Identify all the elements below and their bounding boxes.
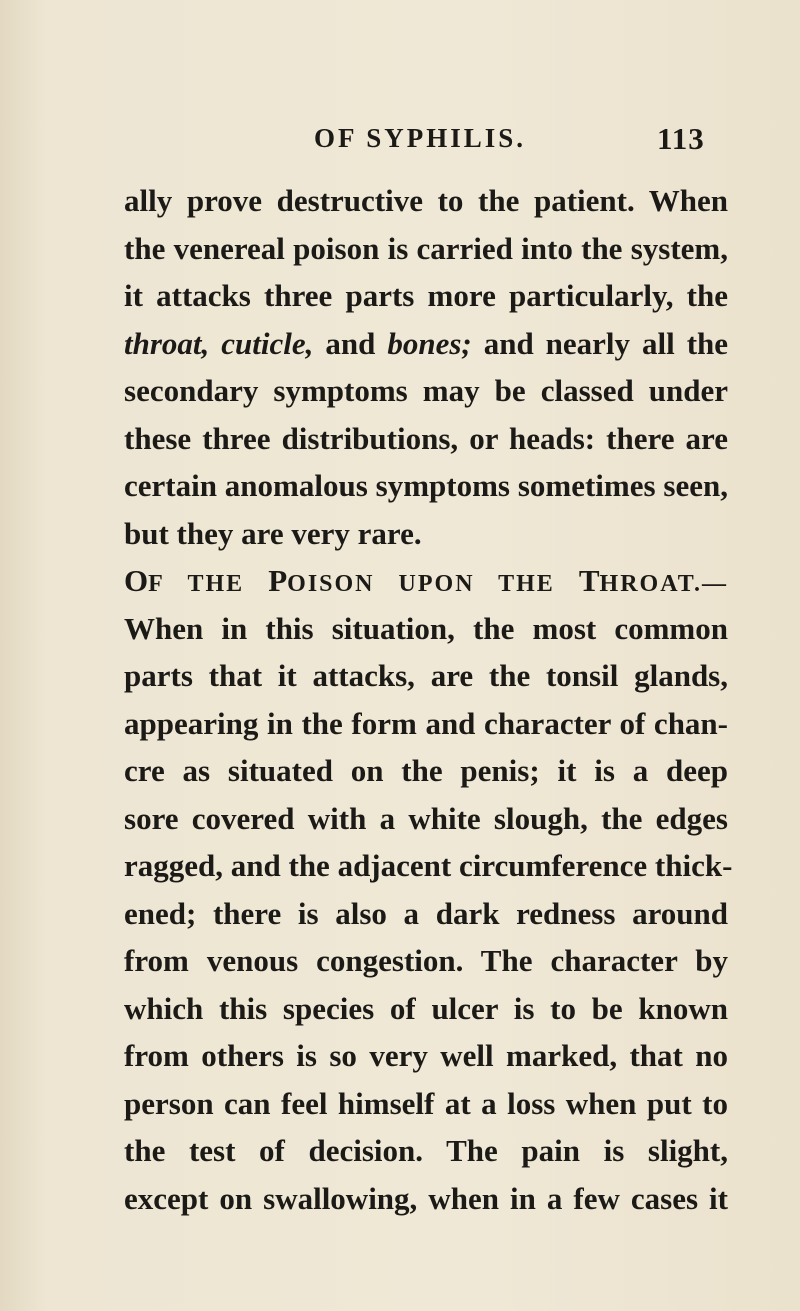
- emphasis-throat: throat,: [124, 325, 210, 361]
- text-line-16: ened; there is also a dark redness around: [124, 895, 728, 931]
- heading-poison-rest: OISON UPON THE: [287, 571, 579, 597]
- text-line-21: the test of decision. The pain is slight,: [124, 1133, 728, 1168]
- running-head: [0, 123, 800, 163]
- heading-of-initial: O: [124, 563, 149, 598]
- text-line-7: certain anomalous symptoms sometimes seen,: [124, 468, 728, 503]
- emphasis-cuticle: cuticle,: [221, 325, 314, 361]
- text-line-6: these three distributions, or heads: there are: [124, 420, 728, 456]
- text-line-1: ally prove destructive to the patient. When: [124, 183, 728, 218]
- text-line-20: person can feel himself at a loss when put to: [124, 1085, 728, 1121]
- text-line-10: When in this situation, the most common: [124, 610, 728, 646]
- text-line-2: the venereal poison is carried into the system,: [124, 230, 728, 266]
- text-line-22: except on swallowing, when in a few cases it: [124, 1180, 728, 1216]
- body-text: [124, 177, 733, 1222]
- emphasis-bones: bones;: [387, 325, 472, 361]
- heading-throat-rest: HROAT.—: [599, 571, 728, 597]
- text-line-17: from venous congestion. The character by: [124, 943, 728, 978]
- heading-throat-initial: T: [578, 563, 600, 598]
- text-line-15: ragged, and the adjacent circumference thick-: [124, 848, 733, 883]
- text-line-13: cre as situated on the penis; it is a deep: [124, 753, 728, 788]
- text-line-12: appearing in the form and character of chan-: [124, 705, 728, 741]
- text-line-3: it attacks three parts more particularly, the: [124, 278, 728, 313]
- line-4-rest: and nearly all the: [483, 325, 729, 361]
- text-line-14: sore covered with a white slough, the edges: [124, 800, 728, 836]
- text-line-11: parts that it attacks, are the tonsil glands,: [124, 658, 728, 693]
- text-line-18: which this species of ulcer is to be known: [124, 990, 728, 1026]
- text-line-5: secondary symptoms may be classed under: [124, 373, 728, 408]
- section-heading: [124, 557, 728, 605]
- heading-poison-initial: P: [268, 563, 288, 598]
- running-head-title: OF SYPHILIS.: [314, 123, 527, 153]
- page-number: 113: [657, 121, 705, 156]
- heading-of-rest: F THE: [148, 571, 269, 597]
- word-and: and: [325, 325, 376, 361]
- text-line-8: but they are very rare.: [124, 515, 422, 551]
- text-line-19: from others is so very well marked, that no: [124, 1038, 728, 1073]
- text-line-4: [124, 320, 728, 368]
